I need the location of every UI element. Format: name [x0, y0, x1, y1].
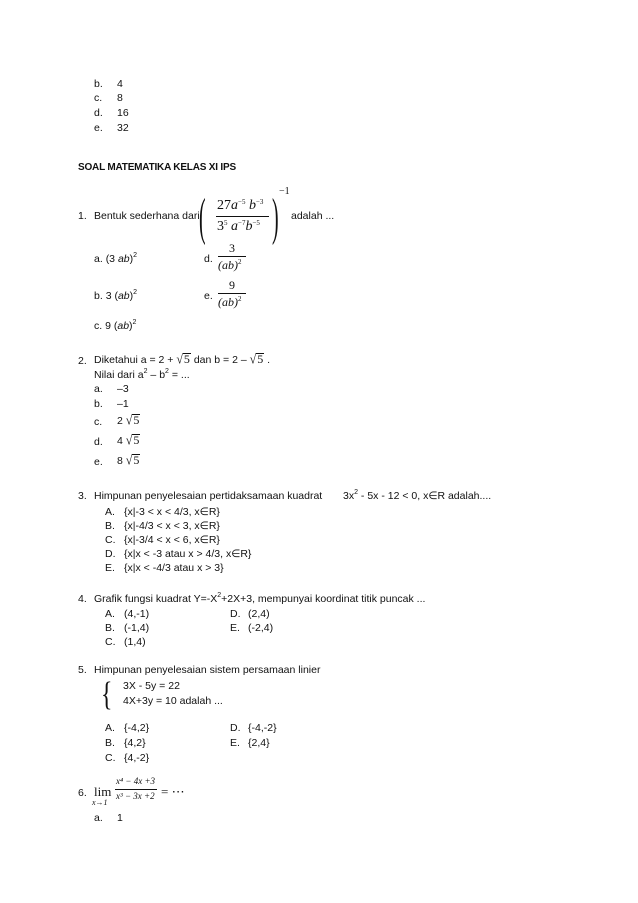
- option-value: {4,-2}: [124, 752, 150, 764]
- option-value: {x|x < -4/3 atau x > 3}: [124, 562, 224, 574]
- option-value: 4 √5: [117, 432, 140, 448]
- option-c: c. 9 (ab)$^2$: [94, 319, 137, 332]
- option-value: (-1,4): [124, 622, 150, 634]
- equation-1: 3X - 5y = 22: [123, 680, 180, 692]
- question-suffix: adalah ...: [291, 210, 335, 222]
- option-letter: A.: [105, 506, 115, 518]
- option-value: –3: [117, 383, 129, 395]
- option-letter: a.: [94, 812, 103, 824]
- fraction-bar: [216, 216, 269, 217]
- question-text: Himpunan penyelesaian pertidaksamaan kuadrat: [94, 490, 323, 502]
- question-number: 3.: [78, 490, 87, 502]
- option-value: (-2,4): [248, 622, 274, 634]
- limit-subscript: x→1: [92, 798, 108, 807]
- option-value: 8: [117, 92, 123, 104]
- option-value: {2,4}: [248, 737, 270, 749]
- option-letter: A.: [105, 608, 115, 620]
- option-d-letter: d.: [204, 253, 213, 265]
- limit-equals: = ⋯: [161, 784, 185, 799]
- option-letter: e.: [94, 456, 103, 468]
- option-value: 1: [117, 812, 123, 824]
- limit-denominator: x³ − 3x +2: [116, 791, 155, 801]
- option-e-denominator: (ab)$^2$: [218, 295, 242, 309]
- option-letter: E.: [230, 737, 240, 749]
- left-brace-icon: {: [101, 676, 113, 713]
- limit-numerator: x⁴ − 4x +3: [116, 776, 156, 786]
- sqrt-icon: √5: [125, 412, 140, 428]
- question-equation: $3x^2 - 5x - 12 < 0$, x∈R adalah....: [343, 489, 492, 502]
- page-heading: SOAL MATEMATIKA KELAS XI IPS: [78, 162, 236, 173]
- option-e-fraction-bar: [218, 293, 246, 294]
- question-text: Diketahui a = 2 + √5 dan b = 2 – √5 .: [94, 351, 271, 367]
- option-letter: c.: [94, 416, 103, 428]
- option-letter: C.: [105, 752, 116, 764]
- sqrt-icon: √5: [249, 351, 264, 367]
- left-paren-icon: (: [199, 187, 206, 246]
- option-letter: e.: [94, 122, 103, 134]
- option-letter: D.: [230, 722, 241, 734]
- fraction-denominator: $3^5$ $a^{-7}b^{-5}$: [217, 219, 260, 234]
- question-number: 1.: [78, 210, 87, 222]
- option-value: (1,4): [124, 636, 146, 648]
- option-letter: D.: [105, 548, 116, 560]
- option-value: 8 √5: [117, 452, 140, 468]
- option-letter: d.: [94, 107, 103, 119]
- option-letter: E.: [105, 562, 115, 574]
- option-value: 32: [117, 122, 129, 134]
- fraction-numerator: $27a^{-5}$ $b^{-3}$: [217, 198, 264, 213]
- option-d-numerator: 3: [229, 241, 235, 255]
- question-text: Grafik fungsi kuadrat $Y=-X^2+2X+3$, mempunyai koordinat titik puncak ...: [94, 592, 426, 605]
- question-number: 6.: [78, 787, 87, 799]
- option-letter: B.: [105, 622, 115, 634]
- option-value: 2 √5: [117, 412, 140, 428]
- option-letter: c.: [94, 92, 103, 104]
- equation-2: 4X+3y = 10 adalah ...: [123, 695, 223, 707]
- right-paren-icon: ): [272, 187, 279, 246]
- option-value: {-4,-2}: [248, 722, 277, 734]
- question-number: 2.: [78, 355, 87, 367]
- option-value: {-4,2}: [124, 722, 150, 734]
- option-b: b. 3 (ab)$^2$: [94, 289, 138, 302]
- question-text: Himpunan penyelesaian sistem persamaan linier: [94, 664, 321, 676]
- option-value: {x|-3/4 < x < 6, x∈R}: [124, 534, 220, 546]
- option-letter: b.: [94, 78, 103, 90]
- sqrt-icon: √5: [125, 452, 140, 468]
- option-letter: C.: [105, 534, 116, 546]
- outer-exponent: −1: [279, 186, 290, 197]
- option-letter: a.: [94, 383, 103, 395]
- option-value: {4,2}: [124, 737, 146, 749]
- option-a: a. (3 ab)$^2$: [94, 252, 138, 265]
- sqrt-icon: √5: [125, 432, 140, 448]
- option-letter: d.: [94, 436, 103, 448]
- question-text: Bentuk sederhana dari: [94, 210, 200, 222]
- option-value: –1: [117, 398, 129, 410]
- question-line-2: Nilai dari $a^2 - b^2$ = ...: [94, 368, 190, 381]
- option-e-numerator: 9: [229, 278, 235, 292]
- option-value: {x|-3 < x < 4/3, x∈R}: [124, 506, 220, 518]
- question-number: 4.: [78, 593, 87, 605]
- limit-operator: lim: [94, 784, 112, 799]
- option-letter: B.: [105, 520, 115, 532]
- option-d-fraction-bar: [218, 256, 246, 257]
- option-value: {x|x < -3 atau x > 4/3, x∈R}: [124, 548, 252, 560]
- sqrt-icon: √5: [176, 351, 190, 367]
- limit-fraction-bar: [115, 789, 157, 790]
- option-letter: D.: [230, 608, 241, 620]
- question-number: 5.: [78, 664, 87, 676]
- option-e-letter: e.: [204, 290, 213, 302]
- option-letter: E.: [230, 622, 240, 634]
- option-value: (2,4): [248, 608, 270, 620]
- option-value: {x|-4/3 < x < 3, x∈R}: [124, 520, 220, 532]
- option-letter: b.: [94, 398, 103, 410]
- option-letter: A.: [105, 722, 115, 734]
- option-value: (4,-1): [124, 608, 150, 620]
- option-letter: B.: [105, 737, 115, 749]
- option-value: 16: [117, 107, 129, 119]
- option-value: 4: [117, 78, 123, 90]
- option-letter: C.: [105, 636, 116, 648]
- option-d-denominator: (ab)$^2$: [218, 258, 242, 272]
